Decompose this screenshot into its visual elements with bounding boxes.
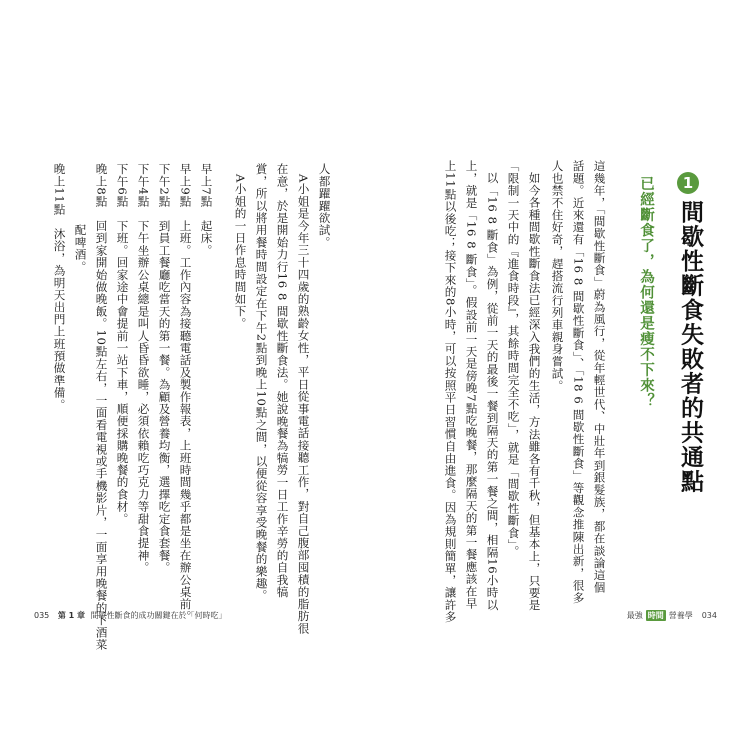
page-number: 034 (701, 611, 717, 620)
body-line: 這幾年，「間歇性斷食」蔚為風行，從年輕世代、中壯年到銀髮族，都在談論這個 (592, 160, 607, 594)
schedule-line: 早上9點 上班。工作內容為接聽電話及製作報表，上班時間幾乎都是坐在辦公桌前。 (178, 163, 193, 623)
chapter-title: 間歇性斷食的成功關鍵在於「何時吃」 (90, 611, 227, 620)
schedule-line: 晚上8點 回到家開始做晚飯。10點左右，一面看電視或手機影片，一面享用晚餐的下酒菜 (94, 163, 109, 651)
schedule-line: 晚上11點 沐浴，為明天出門上班預做準備。 (52, 163, 67, 411)
body-line: 以「16 8 斷食」為例，從前一天的最後一餐到隔天的第一餐之間，相隔16小時以 (485, 172, 500, 611)
schedule-line: 早上7點 起床。 (199, 163, 214, 257)
body-line: 賞，所以將用餐時間設定在下午2點到晚上10點之間，以便從容享受晚餐的樂趣。 (254, 163, 269, 602)
schedule-line: 配啤酒。 (73, 163, 88, 273)
body-line: 上，就是「16 8 斷食」。假設前一天是傍晚7點吃晚餐，那麼隔天的第一餐應該在早 (464, 160, 479, 610)
book-title-suffix: 營養學 (668, 611, 693, 620)
section-number-badge: 1 (677, 172, 699, 194)
section-title: 間歇性斷食失敗者的共通點 (677, 200, 703, 494)
body-line: 在意，於是開始力行16 8 間歇性斷食法。她說晚餐為犒勞一日工作辛勞的自我犒 (275, 163, 290, 599)
body-line: 「限制一天中的『進食時段』，其餘時間完全不吃」，就是「間歇性斷食」。 (506, 160, 521, 558)
chapter-label: 第 1 章 (57, 611, 85, 620)
body-line: 上11點以後吃；接下來的8小時，可以按照平日習慣自由進食。因為規則簡單，讓許多 (443, 160, 458, 624)
section-subtitle: 已經斷食了，為何還是瘦不下來？ (638, 176, 654, 409)
schedule-line: 下午2點 到員工餐廳吃當天的第一餐。為顧及營養均衡，選擇吃定食套餐。 (157, 163, 172, 574)
book-title-prefix: 最強 (626, 611, 643, 620)
right-page-footer (627, 610, 717, 621)
body-line: 人也禁不住好奇，趕搭流行列車親身嘗試。 (550, 160, 565, 392)
schedule-line: 下午6點 下班。回家途中會提前一站下車，順便採購晚餐的食材。 (115, 163, 130, 525)
book-title-highlight: 時間 (647, 611, 664, 620)
body-line: 話題。近來還有「16 8 間歇性斷食」、「18 6 間歇性斷食」等觀念推陳出新，很多 (571, 160, 586, 604)
schedule-line: 下午4點 下午坐辦公桌總是叫人昏昏欲睡，必須依賴吃巧克力等甜食提神。 (136, 163, 151, 574)
body-line: A小姐的一日作息時間如下。 (233, 174, 248, 330)
body-line: 人都躍躍欲試。 (317, 163, 332, 249)
left-page-footer (34, 610, 227, 621)
body-line: A小姐是今年三十四歲的熟齡女性，平日從事電話接聽工作，對自己腹部囤積的脂肪很 (296, 174, 311, 635)
page-number: 035 (34, 611, 50, 620)
body-line: 如今各種間歇性斷食法已經深入我們的生活，方法雖各有千秋，但基本上，只要是 (527, 172, 542, 612)
